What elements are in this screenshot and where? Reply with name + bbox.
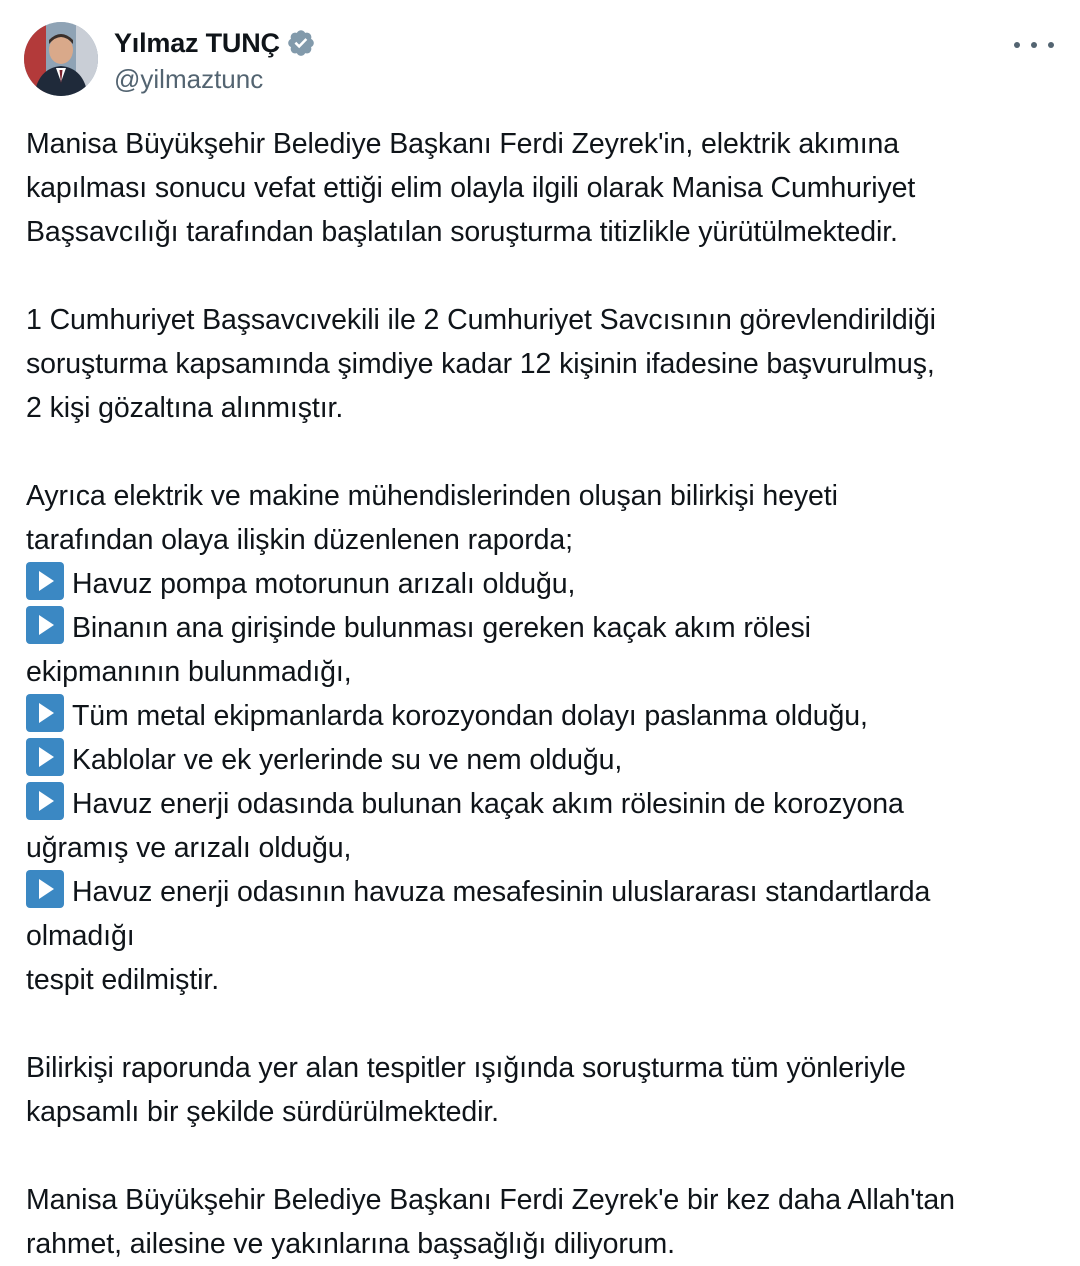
dot-icon xyxy=(1014,42,1020,48)
text-line: olmadığı xyxy=(26,920,135,952)
play-button-icon xyxy=(26,606,64,644)
bullet-item xyxy=(26,694,1066,738)
play-button-icon xyxy=(26,782,64,820)
paragraph-4 xyxy=(26,1046,1066,1134)
text-line: 1 Cumhuriyet Başsavcıvekili ile 2 Cumhuriyet Savcısının görevlendirildiği xyxy=(26,304,936,336)
text-line: uğramış ve arızalı olduğu, xyxy=(26,832,352,864)
text-line: kapılması sonucu vefat ettiği elim olayla ilgili olarak Manisa Cumhuriyet xyxy=(26,172,916,204)
bullet-text: Havuz enerji odasında bulunan kaçak akım rölesinin de korozyona xyxy=(72,788,904,820)
spacer xyxy=(26,1134,1066,1178)
name-row xyxy=(114,26,316,60)
text-line: tespit edilmiştir. xyxy=(26,964,220,996)
bullet-text: Kablolar ve ek yerlerinde su ve nem olduğu, xyxy=(72,744,623,776)
bullet-text: Binanın ana girişinde bulunması gereken kaçak akım rölesi xyxy=(72,612,811,644)
bullet-item xyxy=(26,738,1066,782)
avatar[interactable] xyxy=(24,22,98,96)
author-handle[interactable]: @yilmaztunc xyxy=(114,64,264,94)
spacer xyxy=(26,430,1066,474)
author-name[interactable]: Yılmaz TUNÇ xyxy=(114,27,280,58)
text-line: tarafından olaya ilişkin düzenlenen raporda; xyxy=(26,524,573,556)
play-button-icon xyxy=(26,738,64,776)
bullet-item xyxy=(26,870,1066,914)
more-options-icon[interactable] xyxy=(1014,30,1054,60)
bullet-item xyxy=(26,562,1066,606)
paragraph-3 xyxy=(26,474,1066,1002)
author-info xyxy=(114,26,316,95)
bullet-text: Havuz pompa motorunun arızalı olduğu, xyxy=(72,568,576,600)
text-line: Bilirkişi raporunda yer alan tespitler ışığında soruşturma tüm yönleriyle xyxy=(26,1052,906,1084)
bullet-text: Havuz enerji odasının havuza mesafesinin uluslararası standartlarda xyxy=(72,876,931,908)
dot-icon xyxy=(1048,42,1054,48)
paragraph-5 xyxy=(26,1178,1066,1266)
bullet-item xyxy=(26,606,1066,650)
play-button-icon xyxy=(26,870,64,908)
paragraph-2 xyxy=(26,298,1066,430)
tweet-text xyxy=(26,122,1066,1266)
text-line: ekipmanının bulunmadığı, xyxy=(26,656,352,688)
spacer xyxy=(26,254,1066,298)
text-line: Manisa Büyükşehir Belediye Başkanı Ferdi Zeyrek'in, elektrik akımına xyxy=(26,128,900,160)
dot-icon xyxy=(1031,42,1037,48)
tweet-header xyxy=(24,22,1060,100)
play-button-icon xyxy=(26,562,64,600)
text-line: Manisa Büyükşehir Belediye Başkanı Ferdi Zeyrek'e bir kez daha Allah'tan xyxy=(26,1184,955,1216)
bullet-item xyxy=(26,782,1066,826)
text-line: kapsamlı bir şekilde sürdürülmektedir. xyxy=(26,1096,499,1128)
verified-badge-icon[interactable] xyxy=(286,28,316,58)
text-line: rahmet, ailesine ve yakınlarına başsağlığı diliyorum. xyxy=(26,1228,675,1260)
paragraph-1 xyxy=(26,122,1066,254)
spacer xyxy=(26,1002,1066,1046)
text-line: soruşturma kapsamında şimdiye kadar 12 kişinin ifadesine başvurulmuş, xyxy=(26,348,935,380)
play-button-icon xyxy=(26,694,64,732)
bullet-text: Tüm metal ekipmanlarda korozyondan dolayı paslanma olduğu, xyxy=(72,700,868,732)
text-line: Başsavcılığı tarafından başlatılan soruşturma titizlikle yürütülmektedir. xyxy=(26,216,898,248)
text-line: Ayrıca elektrik ve makine mühendislerinden oluşan bilirkişi heyeti xyxy=(26,480,838,512)
text-line: 2 kişi gözaltına alınmıştır. xyxy=(26,392,344,424)
avatar-photo xyxy=(24,22,98,96)
